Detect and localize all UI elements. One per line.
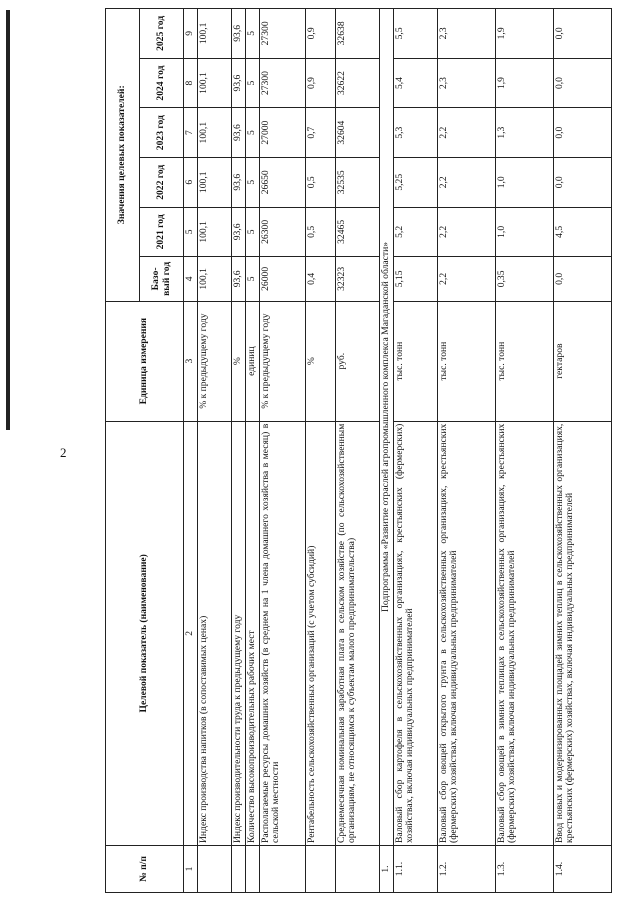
subprogram-title: Подпрограмма «Развитие отраслей агропромышленного комплекса Магаданской области» [379, 9, 393, 846]
row-value: 93,6 [231, 207, 245, 257]
table-row [305, 9, 335, 893]
col-number: 9 [184, 9, 198, 59]
col-number: 7 [184, 108, 198, 158]
row-num: 1.1. [393, 846, 437, 893]
col-number: 5 [184, 207, 198, 257]
row-value: 0,9 [305, 9, 335, 59]
row-num: 1.3. [495, 846, 553, 893]
row-indicator-name: Валовый сбор картофеля в сельскохозяйственных организациях, крестьянских (фермерских) хозяйствах, включая индивидуальных предпринимателей [393, 421, 437, 845]
row-indicator-name: Количество высокопроизводительных рабочих мест [245, 421, 259, 845]
row-value: 5 [245, 207, 259, 257]
row-unit: % к предыдущему году [197, 301, 231, 421]
row-value: 27300 [259, 9, 305, 59]
header-year-2025: 2025 год [140, 9, 184, 59]
row-value: 100,1 [197, 157, 231, 207]
row-value: 2,2 [437, 157, 495, 207]
row-value: 2,3 [437, 58, 495, 108]
row-unit: % к предыдущему году [259, 301, 305, 421]
col-number: 4 [184, 257, 198, 301]
header-year-2022: 2022 год [140, 157, 184, 207]
subprogram-num: 1. [379, 846, 393, 893]
table-row [259, 9, 305, 893]
row-indicator-name: Ввод новых и модернизированных площадей зимних теплиц в сельскохозяйственных организациях, крестьянских (фермерских) хозяйствах, включая индивидуальных предпринимателей [553, 421, 611, 845]
row-value: 93,6 [231, 58, 245, 108]
row-num [245, 846, 259, 893]
row-value: 32535 [335, 157, 379, 207]
col-number: 2 [184, 421, 198, 845]
row-value: 32638 [335, 9, 379, 59]
row-indicator-name: Индекс производительности труда к предыдущему году [231, 421, 245, 845]
row-value: 4,5 [553, 207, 611, 257]
row-value: 26650 [259, 157, 305, 207]
row-value: 32604 [335, 108, 379, 158]
row-value: 5,5 [393, 9, 437, 59]
row-value: 5 [245, 157, 259, 207]
row-unit: % [305, 301, 335, 421]
target-indicators-table [105, 8, 612, 893]
row-value: 1,0 [495, 157, 553, 207]
row-value: 27300 [259, 58, 305, 108]
row-value: 100,1 [197, 207, 231, 257]
row-num [197, 846, 231, 893]
row-value: 32622 [335, 58, 379, 108]
row-value: 5 [245, 257, 259, 301]
row-value: 5,15 [393, 257, 437, 301]
col-number: 6 [184, 157, 198, 207]
target-indicators-table-sheet [105, 8, 610, 893]
row-value: 0,4 [305, 257, 335, 301]
row-value: 0,5 [305, 207, 335, 257]
horizontal-rule [6, 10, 10, 430]
row-unit: тыс. тонн [393, 301, 437, 421]
row-value: 2,2 [437, 108, 495, 158]
table-row [437, 9, 495, 893]
header-values-title: Значения целевых показателей: [106, 9, 140, 302]
column-numbers-row [184, 9, 198, 893]
col-number: 1 [184, 846, 198, 893]
col-number: 3 [184, 301, 198, 421]
row-value: 5 [245, 58, 259, 108]
table-row [553, 9, 611, 893]
row-unit: тыс. тонн [437, 301, 495, 421]
row-value: 0,9 [305, 58, 335, 108]
row-num [231, 846, 245, 893]
row-value: 0,0 [553, 257, 611, 301]
row-value: 0,7 [305, 108, 335, 158]
row-num [335, 846, 379, 893]
row-value: 2,2 [437, 257, 495, 301]
row-num [259, 846, 305, 893]
row-value: 93,6 [231, 257, 245, 301]
subprogram-row [379, 9, 393, 893]
row-value: 100,1 [197, 108, 231, 158]
row-value: 1,9 [495, 9, 553, 59]
row-value: 0,5 [305, 157, 335, 207]
header-year-2024: 2024 год [140, 58, 184, 108]
row-value: 0,0 [553, 58, 611, 108]
table-row [393, 9, 437, 893]
row-value: 27000 [259, 108, 305, 158]
row-value: 0,0 [553, 157, 611, 207]
header-year-2023: 2023 год [140, 108, 184, 158]
row-value: 0,0 [553, 108, 611, 158]
row-indicator-name: Среднемесячная номинальная заработная плата в сельском хозяйстве (по сельскохозяйственным организациям, не относящимся к субъектам малого предпринимательства) [335, 421, 379, 845]
row-indicator-name: Располагаемые ресурсы домашних хозяйств (в среднем на 1 члена домашнего хозяйства в месяц) в сельской местности [259, 421, 305, 845]
row-indicator-name: Рентабельность сельскохозяйственных организаций (с учетом субсидий) [305, 421, 335, 845]
row-value: 5 [245, 108, 259, 158]
row-value: 100,1 [197, 257, 231, 301]
row-value: 5,25 [393, 157, 437, 207]
table-row [231, 9, 245, 893]
row-indicator-name: Валовый сбор овощей открытого грунта в сельскохозяйственных организациях, крестьянских (фермерских) хозяйствах, включая индивидуальных предпринимателей [437, 421, 495, 845]
header-year-2021: 2021 год [140, 207, 184, 257]
row-value: 1,9 [495, 58, 553, 108]
row-value: 0,0 [553, 9, 611, 59]
row-value: 5,2 [393, 207, 437, 257]
col-number: 8 [184, 58, 198, 108]
row-value: 26300 [259, 207, 305, 257]
table-row [197, 9, 231, 893]
row-value: 5 [245, 9, 259, 59]
row-num: 1.2. [437, 846, 495, 893]
header-year-base: Базо-вый год [140, 257, 184, 301]
table-row [245, 9, 259, 893]
row-unit: единиц [245, 301, 259, 421]
row-indicator-name: Валовый сбор овощей в зимних теплицах в сельскохозяйственных организациях, крестьянских (фермерских) хозяйствах, включая индивидуальных предпринимателей [495, 421, 553, 845]
row-value: 1,3 [495, 108, 553, 158]
row-unit: % [231, 301, 245, 421]
row-value: 100,1 [197, 58, 231, 108]
row-unit: руб. [335, 301, 379, 421]
header-unit: Единица измерения [106, 301, 184, 421]
row-value: 100,1 [197, 9, 231, 59]
table-row [495, 9, 553, 893]
row-value: 93,6 [231, 157, 245, 207]
row-value: 26000 [259, 257, 305, 301]
page-number: 2 [60, 445, 67, 460]
header-num: № п/п [106, 846, 184, 893]
row-value: 5,4 [393, 58, 437, 108]
row-unit: гектаров [553, 301, 611, 421]
row-num [305, 846, 335, 893]
row-value: 5,3 [393, 108, 437, 158]
row-value: 32465 [335, 207, 379, 257]
row-value: 0,35 [495, 257, 553, 301]
table-row [335, 9, 379, 893]
row-num: 1.4. [553, 846, 611, 893]
row-value: 2,3 [437, 9, 495, 59]
row-value: 1,0 [495, 207, 553, 257]
row-indicator-name: Индекс производства напитков (в сопоставимых ценах) [197, 421, 231, 845]
header-indicator: Целевой показатель (наименование) [106, 421, 184, 845]
row-value: 93,6 [231, 108, 245, 158]
row-unit: тыс. тонн [495, 301, 553, 421]
row-value: 32323 [335, 257, 379, 301]
row-value: 2,2 [437, 207, 495, 257]
row-value: 93,6 [231, 9, 245, 59]
